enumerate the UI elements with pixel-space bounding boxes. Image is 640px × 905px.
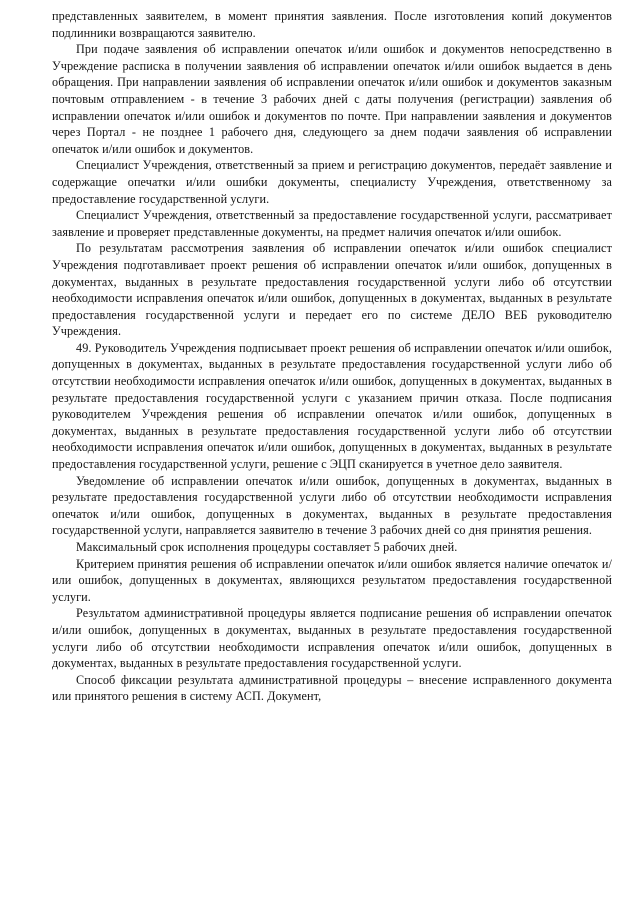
paragraph-notification: Уведомление об исправлении опечаток и/или ошибок, допущенных в документах, выданных в результате предоставления государственной услуги либо об отсутствии необходимости исправления опечаток и/или ошибок, допущенных в документах, выданных в результате предоставления государственной услуги, направляется заявителю в течение 3 рабочих дней со дня принятия решения. [52, 473, 612, 538]
paragraph-decision-criterion: Критерием принятия решения об исправлении опечаток и/или ошибок является наличие опечаток и/или ошибок, допущенных в документах, являющихся результатом предоставления государственной услуги. [52, 556, 612, 604]
paragraph-item-49: 49. Руководитель Учреждения подписывает проект решения об исправлении опечаток и/или ошибок, допущенных в документах, выданных в результате предоставления государственной услуги либо об отсутствии необходимости исправления опечаток и/или ошибок, допущенных в документах, выданных в результате предоставления государственной услуги с указанием причин отказа. После подписания руководителем Учреждения решения об исправлении опечаток и/или ошибок, допущенных в документах, выданных в результате предоставления государственной услуги либо об отсутствии необходимости исправления опечаток и/или ошибок, допущенных в документах, выданных в результате предоставления государственной услуги, решение с ЭЦП сканируется в учетное дело заявителя. [52, 340, 612, 472]
paragraph-receipt-issuance: При подаче заявления об исправлении опечаток и/или ошибок и документов непосредственно в Учреждение расписка в получении заявления об исправлении опечаток и/или ошибок выдается в день обращения. При направлении заявления об исправлении опечаток и/или ошибок и документов заказным почтовым отправлением - в течение 3 рабочих дней с даты получения (регистрации) заявления об исправлении опечаток и/или ошибок и документов по почте. При направлении заявления и документов через Портал - не позднее 1 рабочего дня, следующего за днем подачи заявления об исправлении опечаток и/или ошибок и документов. [52, 42, 612, 156]
paragraph-max-term: Максимальный срок исполнения процедуры составляет 5 рабочих дней. [76, 540, 458, 554]
paragraph-registration-specialist: Специалист Учреждения, ответственный за прием и регистрацию документов, передаёт заявление и содержащие опечатки и/или ошибки документы, специалисту Учреждения, ответственному за предоставление государственной услуги. [52, 158, 612, 206]
paragraph-service-specialist: Специалист Учреждения, ответственный за предоставление государственной услуги, рассматривает заявление и проверяет представленные документы, на предмет наличия опечаток и/или ошибок. [52, 208, 612, 239]
paragraph-fixation-method: Способ фиксации результата административной процедуры – внесение исправленного документа или принятого решения в систему АСП. Документ, [52, 672, 612, 704]
paragraph-procedure-result: Результатом административной процедуры является подписание решения об исправлении опечаток и/или ошибок, допущенных в документах, выданных в результате предоставления государственной услуги либо об отсутствии необходимости исправления опечаток и/или ошибок, допущенных в документах, выданных в результате предоставления государственной услуги. [52, 606, 612, 671]
paragraph-continuation: представленных заявителем, в момент принятия заявления. После изготовления копий документов подлинники возвращаются заявителю. [52, 9, 612, 40]
paragraph-review-results: По результатам рассмотрения заявления об исправлении опечаток и/или ошибок специалист Учреждения подготавливает проект решения об исправлении опечаток и/или ошибок, допущенных в документах, выданных в результате предоставления государственной услуги либо об отсутствии необходимости исправления опечаток и/или ошибок, допущенных в документах, выданных в результате предоставления государственной услуги и передает его по системе ДЕЛО ВЕБ руководителю Учреждения. [52, 241, 612, 339]
